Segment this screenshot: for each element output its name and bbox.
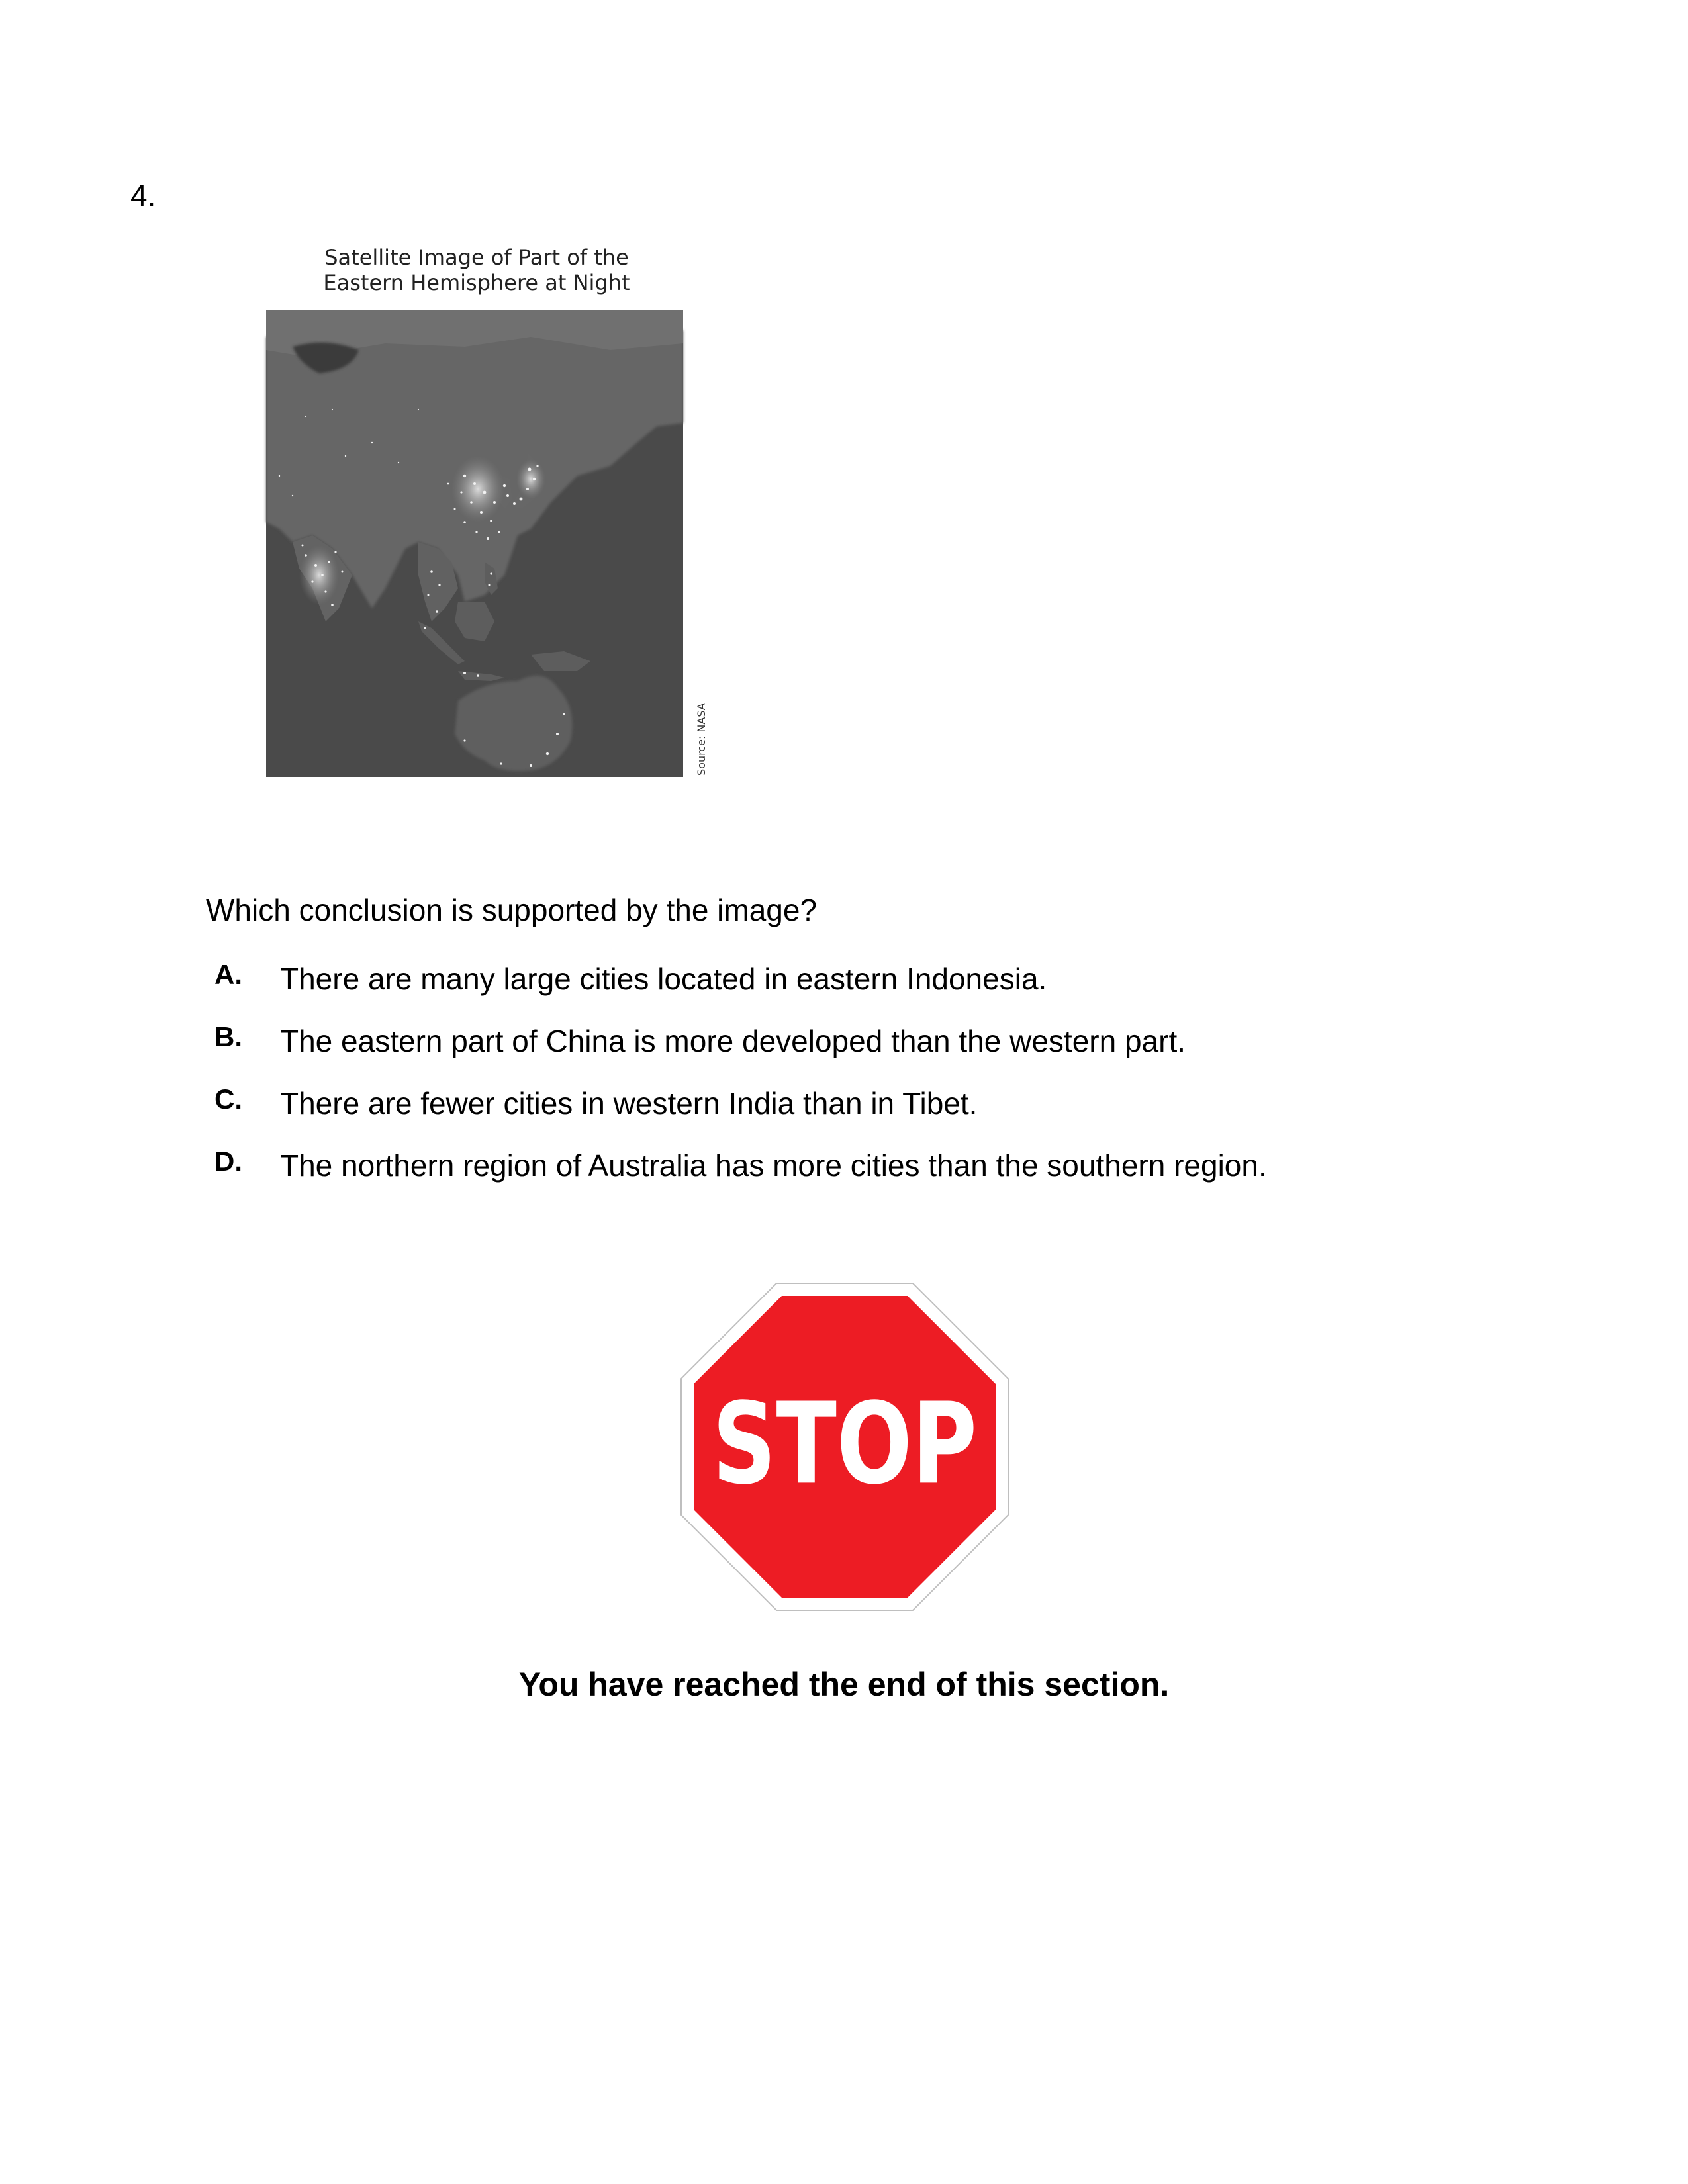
figure-title [265, 245, 688, 295]
option-letter: B. [214, 1021, 242, 1052]
satellite-night-image [266, 310, 683, 777]
stop-sign-label: STOP [712, 1379, 977, 1510]
figure-source-credit: Source: NASA [695, 703, 708, 776]
option-text: There are fewer cities in western India than in Tibet. [280, 1086, 978, 1120]
option-text: The eastern part of China is more developed than the western part. [280, 1024, 1186, 1058]
figure-title-line-2: Eastern Hemisphere at Night [323, 270, 630, 295]
end-of-section-note: You have reached the end of this section. [518, 1666, 1170, 1703]
question-number: 4. [130, 178, 156, 212]
option-letter: D. [214, 1146, 242, 1177]
option-letter: C. [214, 1083, 242, 1115]
figure-title-line-1: Satellite Image of Part of the [324, 245, 629, 270]
stop-sign-icon [680, 1283, 1009, 1611]
option-letter: A. [214, 959, 242, 990]
question-prompt: Which conclusion is supported by the image? [206, 893, 818, 927]
option-text: There are many large cities located in eastern Indonesia. [280, 962, 1047, 996]
option-text: The northern region of Australia has more cities than the southern region. [280, 1148, 1267, 1183]
